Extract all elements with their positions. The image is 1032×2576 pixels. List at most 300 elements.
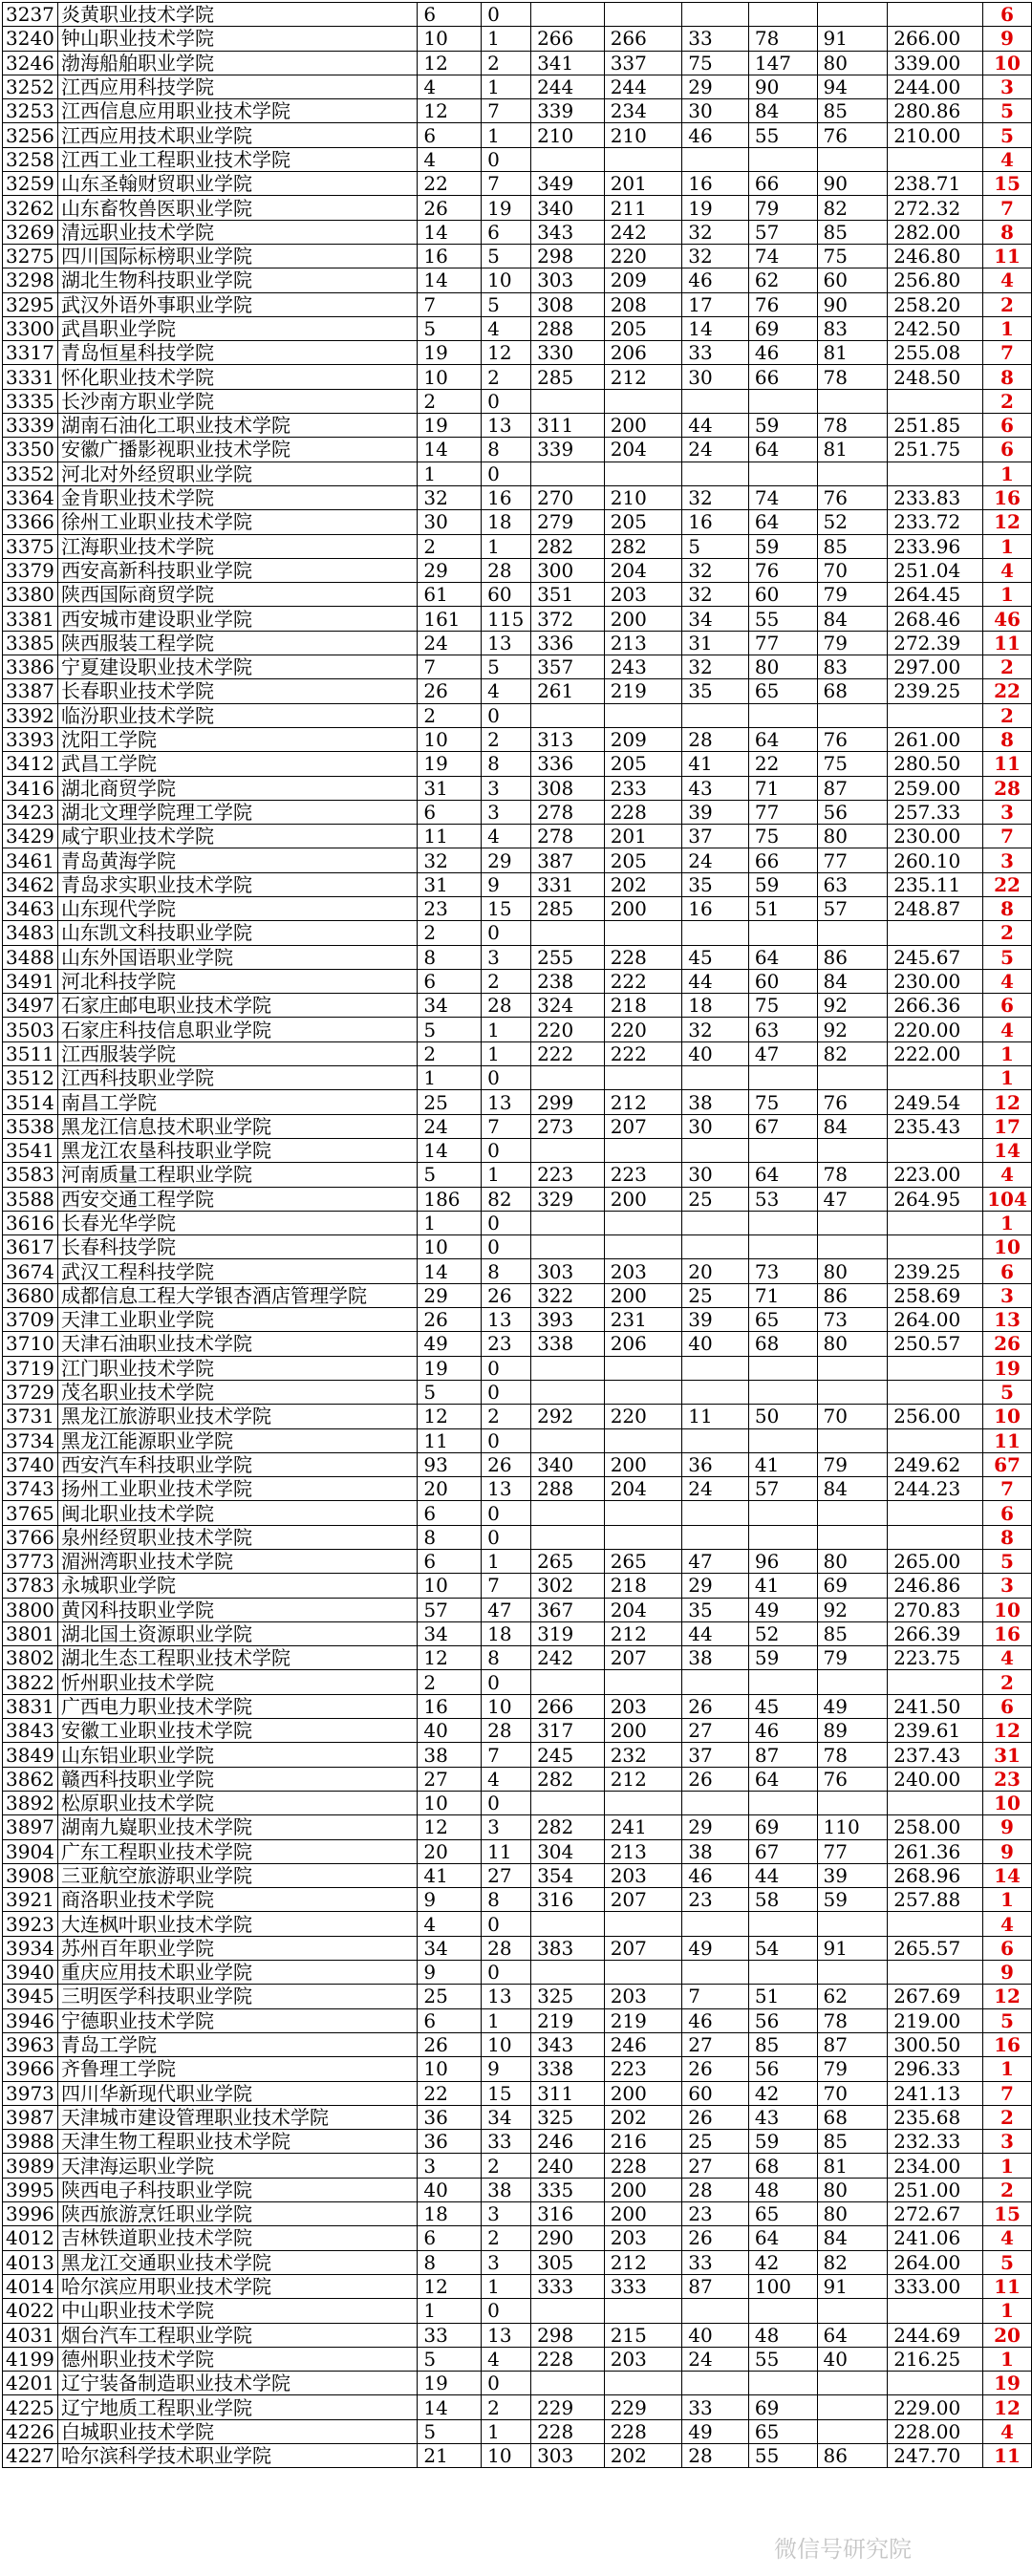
table-row — [3, 1670, 1032, 1694]
remaining-count-cell: 8 — [982, 727, 1031, 751]
remaining-count-cell: 2 — [982, 1670, 1031, 1694]
table-row — [3, 534, 1032, 558]
col-8-cell: 65 — [748, 1308, 817, 1332]
max-score-cell: 340 — [531, 196, 605, 220]
school-name-cell: 白城职业技术学院 — [57, 2419, 417, 2443]
avg-score-cell: 230.00 — [888, 969, 983, 993]
col-8-cell: 85 — [748, 2032, 817, 2056]
table-row — [3, 462, 1032, 485]
col-8-cell: 57 — [748, 1477, 817, 1501]
admitted-count-cell: 0 — [482, 2299, 531, 2323]
school-code-cell: 3258 — [3, 147, 58, 171]
col-7-cell: 33 — [682, 2395, 749, 2419]
admitted-count-cell: 0 — [482, 1138, 531, 1162]
table-row — [3, 172, 1032, 196]
plan-count-cell: 8 — [418, 945, 482, 969]
school-code-cell: 3904 — [3, 1839, 58, 1863]
col-8-cell: 48 — [748, 2178, 817, 2201]
plan-count-cell: 61 — [418, 583, 482, 607]
admitted-count-cell: 26 — [482, 1283, 531, 1307]
admitted-count-cell: 2 — [482, 2226, 531, 2250]
plan-count-cell: 23 — [418, 896, 482, 920]
plan-count-cell: 2 — [418, 1041, 482, 1065]
table-row — [3, 1259, 1032, 1283]
min-score-cell: 203 — [604, 1985, 682, 2008]
plan-count-cell: 93 — [418, 1452, 482, 1476]
col-9-cell — [817, 389, 888, 413]
school-name-cell: 辽宁装备制造职业技术学院 — [57, 2372, 417, 2395]
col-9-cell — [817, 703, 888, 727]
max-score-cell: 299 — [531, 1090, 605, 1114]
max-score-cell: 220 — [531, 1018, 605, 1041]
remaining-count-cell: 8 — [982, 896, 1031, 920]
max-score-cell: 331 — [531, 872, 605, 896]
school-name-cell: 山东畜牧兽医职业学院 — [57, 196, 417, 220]
col-9-cell: 79 — [817, 1646, 888, 1670]
school-name-cell: 河北科技学院 — [57, 969, 417, 993]
school-name-cell: 湖北文理学院理工学院 — [57, 800, 417, 824]
col-7-cell: 32 — [682, 244, 749, 268]
school-code-cell: 3412 — [3, 752, 58, 776]
col-7-cell: 44 — [682, 414, 749, 438]
remaining-count-cell: 1 — [982, 316, 1031, 340]
min-score-cell: 213 — [604, 1839, 682, 1863]
min-score-cell — [604, 3, 682, 27]
min-score-cell — [604, 1428, 682, 1452]
plan-count-cell: 10 — [418, 1574, 482, 1598]
table-row — [3, 1598, 1032, 1621]
plan-count-cell: 12 — [418, 51, 482, 75]
col-7-cell: 32 — [682, 655, 749, 679]
max-score-cell: 228 — [531, 2347, 605, 2371]
max-score-cell: 270 — [531, 485, 605, 509]
min-score-cell — [604, 1501, 682, 1525]
max-score-cell: 336 — [531, 752, 605, 776]
plan-count-cell: 8 — [418, 2250, 482, 2274]
remaining-count-cell: 1 — [982, 462, 1031, 485]
school-name-cell: 永城职业学院 — [57, 1574, 417, 1598]
table-row — [3, 752, 1032, 776]
remaining-count-cell: 2 — [982, 921, 1031, 945]
col-7-cell: 40 — [682, 1041, 749, 1065]
school-code-cell: 3269 — [3, 220, 58, 244]
school-code-cell: 3300 — [3, 316, 58, 340]
table-row — [3, 414, 1032, 438]
min-score-cell: 233 — [604, 776, 682, 800]
min-score-cell: 223 — [604, 1163, 682, 1187]
col-7-cell — [682, 1670, 749, 1694]
plan-count-cell: 26 — [418, 2032, 482, 2056]
col-8-cell: 47 — [748, 1041, 817, 1065]
col-7-cell: 27 — [682, 1719, 749, 1743]
col-8-cell — [748, 1525, 817, 1549]
remaining-count-cell: 5 — [982, 945, 1031, 969]
table-row — [3, 1621, 1032, 1645]
plan-count-cell: 14 — [418, 2395, 482, 2419]
remaining-count-cell: 16 — [982, 485, 1031, 509]
avg-score-cell — [888, 1791, 983, 1814]
col-9-cell: 85 — [817, 1621, 888, 1645]
school-name-cell: 钟山职业技术学院 — [57, 27, 417, 51]
plan-count-cell: 38 — [418, 1743, 482, 1767]
col-8-cell: 46 — [748, 341, 817, 365]
col-8-cell — [748, 1211, 817, 1234]
min-score-cell: 204 — [604, 558, 682, 582]
avg-score-cell: 247.70 — [888, 2443, 983, 2467]
plan-count-cell: 10 — [418, 2057, 482, 2081]
max-score-cell: 330 — [531, 341, 605, 365]
max-score-cell: 279 — [531, 510, 605, 534]
avg-score-cell: 244.00 — [888, 75, 983, 98]
school-code-cell: 3416 — [3, 776, 58, 800]
col-8-cell — [748, 2299, 817, 2323]
col-9-cell: 94 — [817, 75, 888, 98]
plan-count-cell: 6 — [418, 800, 482, 824]
plan-count-cell: 12 — [418, 1405, 482, 1428]
admitted-count-cell: 0 — [482, 2372, 531, 2395]
admitted-count-cell: 7 — [482, 1114, 531, 1138]
col-9-cell: 69 — [817, 1574, 888, 1598]
table-row — [3, 2443, 1032, 2467]
col-9-cell: 52 — [817, 510, 888, 534]
max-score-cell: 240 — [531, 2154, 605, 2178]
school-code-cell: 3364 — [3, 485, 58, 509]
avg-score-cell: 228.00 — [888, 2419, 983, 2443]
min-score-cell — [604, 1211, 682, 1234]
col-8-cell: 50 — [748, 1405, 817, 1428]
avg-score-cell — [888, 921, 983, 945]
table-row — [3, 438, 1032, 462]
col-7-cell — [682, 2299, 749, 2323]
col-7-cell: 24 — [682, 2347, 749, 2371]
table-row — [3, 2057, 1032, 2081]
col-9-cell: 63 — [817, 872, 888, 896]
plan-count-cell: 5 — [418, 1163, 482, 1187]
table-row — [3, 945, 1032, 969]
col-7-cell: 46 — [682, 268, 749, 292]
school-name-cell: 德州职业技术学院 — [57, 2347, 417, 2371]
col-7-cell: 27 — [682, 2032, 749, 2056]
max-score-cell: 288 — [531, 316, 605, 340]
admitted-count-cell: 0 — [482, 389, 531, 413]
col-8-cell: 48 — [748, 2323, 817, 2347]
admitted-count-cell: 16 — [482, 485, 531, 509]
school-name-cell: 天津石油职业技术学院 — [57, 1332, 417, 1356]
school-code-cell: 3766 — [3, 1525, 58, 1549]
school-name-cell: 石家庄科技信息职业学院 — [57, 1018, 417, 1041]
col-8-cell: 59 — [748, 414, 817, 438]
avg-score-cell: 266.39 — [888, 1621, 983, 1645]
plan-count-cell: 18 — [418, 2202, 482, 2226]
max-score-cell: 383 — [531, 1936, 605, 1960]
school-name-cell: 哈尔滨应用职业技术学院 — [57, 2274, 417, 2298]
admitted-count-cell: 9 — [482, 872, 531, 896]
admitted-count-cell: 15 — [482, 2081, 531, 2105]
col-7-cell: 32 — [682, 583, 749, 607]
avg-score-cell — [888, 1066, 983, 1090]
col-8-cell: 69 — [748, 2395, 817, 2419]
plan-count-cell: 8 — [418, 1525, 482, 1549]
col-8-cell: 76 — [748, 558, 817, 582]
admitted-count-cell: 3 — [482, 2250, 531, 2274]
avg-score-cell: 258.00 — [888, 1815, 983, 1839]
plan-count-cell: 6 — [418, 2226, 482, 2250]
remaining-count-cell: 1 — [982, 2057, 1031, 2081]
plan-count-cell: 7 — [418, 292, 482, 316]
col-8-cell: 66 — [748, 365, 817, 389]
max-score-cell: 290 — [531, 2226, 605, 2250]
max-score-cell: 285 — [531, 365, 605, 389]
col-9-cell: 78 — [817, 414, 888, 438]
remaining-count-cell: 12 — [982, 2395, 1031, 2419]
avg-score-cell: 249.54 — [888, 1090, 983, 1114]
max-score-cell: 393 — [531, 1308, 605, 1332]
col-7-cell: 25 — [682, 1283, 749, 1307]
remaining-count-cell: 6 — [982, 414, 1031, 438]
table-row — [3, 1646, 1032, 1670]
table-row — [3, 583, 1032, 607]
max-score-cell: 298 — [531, 2323, 605, 2347]
school-name-cell: 武汉工程科技学院 — [57, 1259, 417, 1283]
school-code-cell: 3923 — [3, 1912, 58, 1936]
admitted-count-cell: 0 — [482, 1912, 531, 1936]
max-score-cell: 246 — [531, 2130, 605, 2154]
admitted-count-cell: 19 — [482, 196, 531, 220]
col-8-cell — [748, 1791, 817, 1814]
col-9-cell: 77 — [817, 848, 888, 872]
admitted-count-cell: 7 — [482, 172, 531, 196]
school-name-cell: 湖北国土资源职业学院 — [57, 1621, 417, 1645]
max-score-cell: 340 — [531, 1452, 605, 1476]
col-7-cell — [682, 2372, 749, 2395]
admitted-count-cell: 1 — [482, 123, 531, 147]
plan-count-cell: 5 — [418, 1380, 482, 1404]
school-code-cell: 3538 — [3, 1114, 58, 1138]
col-8-cell: 55 — [748, 2443, 817, 2467]
school-name-cell: 青岛恒星科技学院 — [57, 341, 417, 365]
table-row — [3, 1767, 1032, 1791]
col-7-cell — [682, 1525, 749, 1549]
remaining-count-cell: 11 — [982, 1428, 1031, 1452]
min-score-cell: 205 — [604, 752, 682, 776]
table-row — [3, 2274, 1032, 2298]
school-code-cell: 3461 — [3, 848, 58, 872]
col-8-cell: 56 — [748, 2008, 817, 2032]
col-8-cell — [748, 147, 817, 171]
admitted-count-cell: 27 — [482, 1863, 531, 1887]
col-9-cell: 79 — [817, 583, 888, 607]
remaining-count-cell: 7 — [982, 825, 1031, 848]
max-score-cell: 372 — [531, 607, 605, 631]
min-score-cell: 212 — [604, 2250, 682, 2274]
school-code-cell: 3773 — [3, 1550, 58, 1574]
plan-count-cell: 36 — [418, 2105, 482, 2129]
school-name-cell: 陕西旅游烹饪职业学院 — [57, 2202, 417, 2226]
school-name-cell: 成都信息工程大学银杏酒店管理学院 — [57, 1283, 417, 1307]
plan-count-cell: 26 — [418, 1308, 482, 1332]
school-code-cell: 3256 — [3, 123, 58, 147]
col-9-cell — [817, 3, 888, 27]
avg-score-cell: 240.00 — [888, 1767, 983, 1791]
col-7-cell: 39 — [682, 1308, 749, 1332]
school-code-cell: 3366 — [3, 510, 58, 534]
col-8-cell — [748, 462, 817, 485]
avg-score-cell: 233.83 — [888, 485, 983, 509]
col-8-cell — [748, 921, 817, 945]
col-9-cell: 83 — [817, 655, 888, 679]
school-name-cell: 江西科技职业学院 — [57, 1066, 417, 1090]
col-9-cell: 85 — [817, 2130, 888, 2154]
admitted-count-cell: 0 — [482, 921, 531, 945]
min-score-cell: 203 — [604, 583, 682, 607]
school-code-cell: 3734 — [3, 1428, 58, 1452]
remaining-count-cell: 11 — [982, 752, 1031, 776]
avg-score-cell — [888, 1356, 983, 1380]
school-code-cell: 3897 — [3, 1815, 58, 1839]
remaining-count-cell: 9 — [982, 1815, 1031, 1839]
col-7-cell: 29 — [682, 1815, 749, 1839]
admitted-count-cell: 2 — [482, 727, 531, 751]
col-9-cell: 59 — [817, 1888, 888, 1912]
min-score-cell: 209 — [604, 727, 682, 751]
table-row — [3, 2154, 1032, 2178]
school-name-cell: 青岛工学院 — [57, 2032, 417, 2056]
col-8-cell — [748, 1961, 817, 1985]
school-name-cell: 湄洲湾职业技术学院 — [57, 1550, 417, 1574]
col-7-cell: 49 — [682, 2419, 749, 2443]
school-code-cell: 4199 — [3, 2347, 58, 2371]
remaining-count-cell: 8 — [982, 365, 1031, 389]
col-7-cell: 24 — [682, 848, 749, 872]
col-8-cell — [748, 389, 817, 413]
avg-score-cell: 250.57 — [888, 1332, 983, 1356]
plan-count-cell: 34 — [418, 994, 482, 1018]
table-row — [3, 51, 1032, 75]
plan-count-cell: 40 — [418, 1719, 482, 1743]
min-score-cell — [604, 1235, 682, 1259]
table-row — [3, 1356, 1032, 1380]
admitted-count-cell: 1 — [482, 1018, 531, 1041]
avg-score-cell: 251.75 — [888, 438, 983, 462]
remaining-count-cell: 1 — [982, 2347, 1031, 2371]
col-8-cell: 65 — [748, 679, 817, 703]
col-9-cell: 87 — [817, 776, 888, 800]
table-row — [3, 1041, 1032, 1065]
col-9-cell: 79 — [817, 2057, 888, 2081]
admitted-count-cell: 13 — [482, 1477, 531, 1501]
col-8-cell: 79 — [748, 196, 817, 220]
avg-score-cell: 259.00 — [888, 776, 983, 800]
admitted-count-cell: 33 — [482, 2130, 531, 2154]
plan-count-cell: 25 — [418, 1090, 482, 1114]
max-score-cell: 335 — [531, 2178, 605, 2201]
remaining-count-cell: 6 — [982, 994, 1031, 1018]
school-name-cell: 四川国际标榜职业学院 — [57, 244, 417, 268]
avg-score-cell: 222.00 — [888, 1041, 983, 1065]
admitted-count-cell: 4 — [482, 316, 531, 340]
avg-score-cell — [888, 1501, 983, 1525]
admitted-count-cell: 8 — [482, 1259, 531, 1283]
col-9-cell — [817, 2299, 888, 2323]
col-7-cell: 45 — [682, 945, 749, 969]
table-row — [3, 1912, 1032, 1936]
school-code-cell: 3731 — [3, 1405, 58, 1428]
avg-score-cell: 258.20 — [888, 292, 983, 316]
school-name-cell: 江海职业技术学院 — [57, 534, 417, 558]
col-7-cell: 44 — [682, 1621, 749, 1645]
school-name-cell: 长沙南方职业学院 — [57, 389, 417, 413]
col-8-cell: 147 — [748, 51, 817, 75]
avg-score-cell: 239.25 — [888, 1259, 983, 1283]
admitted-count-cell: 0 — [482, 1235, 531, 1259]
col-7-cell: 29 — [682, 75, 749, 98]
school-code-cell: 4227 — [3, 2443, 58, 2467]
admitted-count-cell: 10 — [482, 1694, 531, 1718]
max-score-cell — [531, 462, 605, 485]
avg-score-cell: 258.69 — [888, 1283, 983, 1307]
admitted-count-cell: 0 — [482, 3, 531, 27]
avg-score-cell: 339.00 — [888, 51, 983, 75]
remaining-count-cell: 11 — [982, 2443, 1031, 2467]
admitted-count-cell: 13 — [482, 1985, 531, 2008]
school-name-cell: 金肯职业技术学院 — [57, 485, 417, 509]
plan-count-cell: 14 — [418, 1138, 482, 1162]
remaining-count-cell: 3 — [982, 2130, 1031, 2154]
plan-count-cell: 9 — [418, 1961, 482, 1985]
col-7-cell: 16 — [682, 510, 749, 534]
max-score-cell: 343 — [531, 220, 605, 244]
admitted-count-cell: 2 — [482, 2154, 531, 2178]
avg-score-cell: 268.96 — [888, 1863, 983, 1887]
min-score-cell — [604, 1356, 682, 1380]
admitted-count-cell: 115 — [482, 607, 531, 631]
table-row — [3, 1066, 1032, 1090]
admitted-count-cell: 28 — [482, 1719, 531, 1743]
avg-score-cell: 238.71 — [888, 172, 983, 196]
remaining-count-cell: 5 — [982, 123, 1031, 147]
school-code-cell: 3381 — [3, 607, 58, 631]
school-code-cell: 3988 — [3, 2130, 58, 2154]
admitted-count-cell: 28 — [482, 994, 531, 1018]
plan-count-cell: 41 — [418, 1863, 482, 1887]
min-score-cell — [604, 2372, 682, 2395]
plan-count-cell: 12 — [418, 2274, 482, 2298]
plan-count-cell: 6 — [418, 2008, 482, 2032]
plan-count-cell: 2 — [418, 534, 482, 558]
school-name-cell: 石家庄邮电职业技术学院 — [57, 994, 417, 1018]
school-name-cell: 吉林铁道职业技术学院 — [57, 2226, 417, 2250]
col-7-cell: 32 — [682, 220, 749, 244]
min-score-cell: 210 — [604, 485, 682, 509]
plan-count-cell: 186 — [418, 1187, 482, 1211]
school-code-cell: 3987 — [3, 2105, 58, 2129]
table-row — [3, 2395, 1032, 2419]
col-8-cell: 59 — [748, 534, 817, 558]
table-body — [3, 3, 1032, 2468]
school-code-cell: 3252 — [3, 75, 58, 98]
admitted-count-cell: 18 — [482, 1621, 531, 1645]
school-code-cell: 3743 — [3, 1477, 58, 1501]
school-code-cell: 3491 — [3, 969, 58, 993]
school-name-cell: 江西应用科技学院 — [57, 75, 417, 98]
table-row — [3, 896, 1032, 920]
max-score-cell: 336 — [531, 631, 605, 655]
max-score-cell: 303 — [531, 268, 605, 292]
max-score-cell — [531, 1211, 605, 1234]
school-code-cell: 3908 — [3, 1863, 58, 1887]
col-8-cell — [748, 1356, 817, 1380]
col-9-cell: 81 — [817, 438, 888, 462]
